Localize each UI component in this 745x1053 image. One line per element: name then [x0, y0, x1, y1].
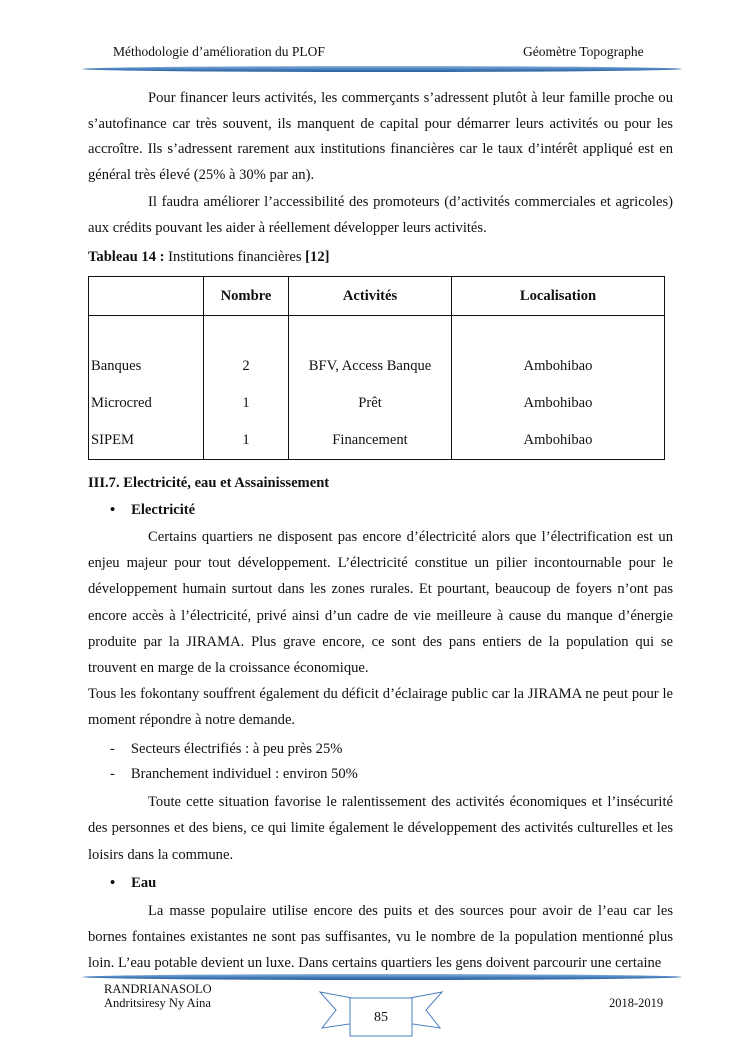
bullet-icon: •	[110, 502, 116, 518]
header-right: Géomètre Topographe	[523, 44, 644, 59]
section-heading: III.7. Electricité, eau et Assainissement	[88, 475, 330, 491]
table-cell: Prêt	[358, 395, 382, 411]
bullet-icon: •	[110, 875, 116, 891]
column-header	[89, 277, 204, 316]
header-rule	[82, 66, 682, 72]
table-cell: Ambohibao	[523, 432, 593, 448]
table-cell: 1	[242, 395, 250, 411]
paragraph: La masse populaire utilise encore des puits et des sources pour avoir de l’eau car les bornes fontaines existantes ne sont pas suffisantes, vu le nombre de la population mentionné plus loin. L’eau potable devient un luxe. Dans certains quartiers les gens doivent parcourir une certaine	[88, 903, 673, 972]
table-header-row	[89, 277, 665, 316]
dash-icon: -	[110, 766, 115, 782]
table-cell: SIPEM	[91, 432, 134, 448]
paragraph: Il faudra améliorer l’accessibilité des promoteurs (d’activités commerciales et agricoles) aux crédits pouvant les aider à réellement développer leurs activités.	[88, 194, 673, 236]
table-cell: Financement	[332, 432, 408, 448]
list-item	[110, 766, 358, 783]
footer-year: 2018-2019	[609, 996, 664, 1010]
bullet-electricite	[110, 502, 195, 519]
table-cell: Microcred	[91, 395, 152, 411]
list-item	[110, 741, 342, 758]
page-number: 85	[374, 1010, 388, 1025]
column-header: Activités	[289, 277, 452, 316]
footer-rule	[82, 974, 682, 980]
column-header: Nombre	[204, 277, 289, 316]
paragraph: Toute cette situation favorise le ralentissement des activités économiques et l’insécurité des personnes et des biens, ce qui limite également le développement des activités culturelles et les loisirs dans la commune.	[88, 794, 673, 863]
table-body	[89, 316, 665, 460]
list-item-text: Secteurs électrifiés : à peu près 25%	[130, 741, 343, 757]
author-firstname: Andritsiresy Ny Aina	[104, 996, 211, 1010]
header-left: Méthodologie d’amélioration du PLOF	[113, 44, 325, 59]
paragraph: Pour financer leurs activités, les commerçants s’adressent plutôt à leur famille proche ou s’autofinance car très souvent, ils manquent de capital pour démarrer leurs activités ou pour les accroître. Ils s’adressent rarement aux institutions financières car le taux d’intérêt appliqué est en général très élevé (25% à 30% par an).	[88, 90, 673, 183]
list-item-text: Branchement individuel : environ 50%	[130, 766, 358, 782]
caption-title: Institutions financières	[164, 249, 306, 265]
financial-institutions-table	[88, 276, 665, 460]
dash-icon: -	[110, 741, 115, 757]
table-cell: Ambohibao	[523, 358, 593, 374]
footer-author	[104, 982, 212, 1010]
paragraph: Tous les fokontany souffrent également du déficit d’éclairage public car la JIRAMA ne peut pour le moment répondre à notre demande.	[88, 686, 673, 729]
table-caption	[88, 249, 329, 266]
bullet-label: Electricité	[131, 502, 196, 518]
author-surname: RANDRIANASOLO	[104, 982, 212, 996]
column-header: Localisation	[452, 277, 665, 316]
bullet-eau	[110, 875, 156, 892]
table-cell: Ambohibao	[523, 395, 593, 411]
caption-label: Tableau 14 :	[88, 249, 165, 265]
caption-ref: [12]	[305, 249, 330, 265]
table-cell: BFV, Access Banque	[308, 358, 432, 374]
table-cell: Banques	[91, 358, 142, 374]
table-cell: 2	[242, 358, 250, 374]
paragraph: Certains quartiers ne disposent pas encore d’électricité alors que l’électrification est un enjeu majeur pour tout développement. L’électricité constitue un pilier incontournable pour le développement humain surtout dans les zones rurales. Et pourtant, beaucoup de foyers n’ont pas encore accès à l’électricité, privé ainsi d’un cadre de vie meilleure à cause du manque d’énergie produite par la JIRAMA. Plus grave encore, ce sont des pans entiers de la population qui se trouvent en marge de la croissance économique.	[88, 529, 673, 677]
table-cell: 1	[242, 432, 250, 448]
bullet-label: Eau	[131, 875, 157, 891]
